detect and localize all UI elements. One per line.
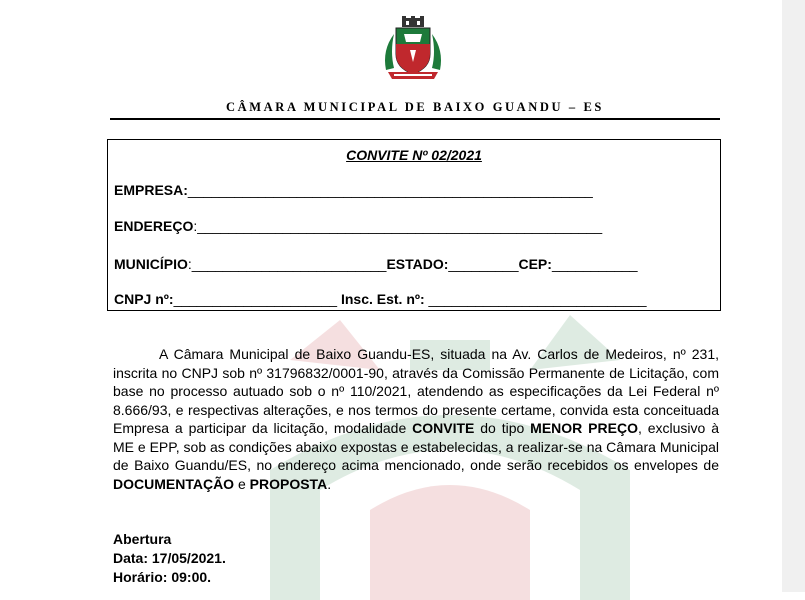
intro-text-3: , exclusivo à ME e EPP, sob as condições abaixo expostas e estabelecidas, a realizar-se na Câmara Municipal de Baixo Guandu/ES, no endereço acima mencionado, onde serão recebidos os envelopes de — [113, 420, 719, 473]
convite-form-box — [107, 139, 721, 311]
insc-blank: ____________________________ — [424, 291, 647, 307]
abertura-heading: Abertura — [113, 531, 172, 547]
empresa-blank: ____________________________________________________ — [187, 182, 593, 198]
cnpj-blank: _____________________ — [173, 291, 338, 307]
intro-text-5: . — [327, 475, 332, 492]
empresa-label: EMPRESA: — [114, 182, 188, 198]
intro-text-2: do tipo — [474, 420, 531, 436]
type-bold: MENOR PREÇO — [530, 420, 638, 436]
estado-blank: _________ — [448, 256, 519, 272]
documentation-bold: DOCUMENTAÇÃO — [113, 475, 235, 492]
cnpj-field — [114, 291, 647, 307]
abertura-date: Data: 17/05/2021. — [113, 550, 226, 566]
cnpj-label: CNPJ nº: — [114, 291, 174, 307]
endereco-label: ENDEREÇO — [114, 218, 194, 234]
municipio-blank: :_________________________ — [187, 256, 387, 272]
modality-bold: CONVITE — [412, 420, 475, 436]
municipio-field — [114, 256, 638, 272]
municipio-label: MUNICÍPIO — [114, 256, 188, 272]
intro-text-4: e — [234, 475, 250, 492]
insc-label: Insc. Est. nº: — [340, 291, 425, 307]
estado-label: ESTADO: — [386, 256, 449, 272]
cep-label: CEP: — [518, 256, 552, 272]
header-divider — [110, 118, 720, 120]
cep-blank: ___________ — [551, 256, 638, 272]
endereco-blank: :____________________________________________________ — [193, 218, 603, 234]
endereco-field — [114, 218, 602, 234]
intro-paragraph — [113, 345, 719, 493]
convite-title: CONVITE Nº 02/2021 — [346, 147, 482, 163]
page-header-title: CÂMARA MUNICIPAL DE BAIXO GUANDU – ES — [226, 100, 604, 114]
proposal-bold: PROPOSTA — [249, 475, 328, 492]
empresa-field — [114, 182, 593, 198]
viewer-margin — [782, 0, 805, 592]
municipal-crest-icon — [380, 16, 446, 80]
abertura-time: Horário: 09:00. — [113, 569, 212, 585]
intro-text-1: A Câmara Municipal de Baixo Guandu-ES, situada na Av. Carlos de Medeiros, nº 231, inscrita no CNPJ sob nº 31796832/0001-90, através da Comissão Permanente de Licitação, com base no processo autuado sob o nº 110/2021, atendendo as especificações da Lei Federal nº 8.666/93, e respectivas alterações, e nos termos do presente certame, convida esta conceituada Empresa a participar da licitação, modalidade — [113, 346, 719, 436]
